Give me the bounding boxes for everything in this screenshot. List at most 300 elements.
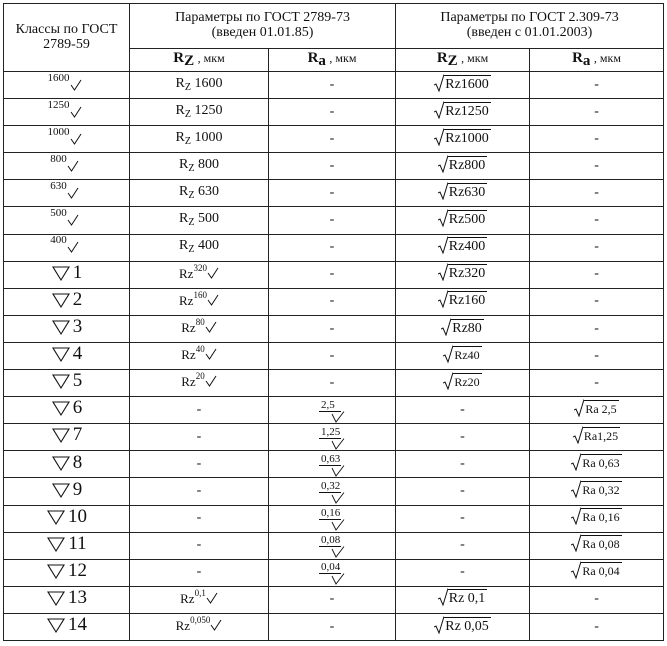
radical-sign-icon [438, 263, 448, 281]
radical-sign-icon [438, 209, 448, 227]
class-triangle-mark [51, 453, 83, 473]
cell-rz-old [130, 72, 269, 99]
cell-ra-new [530, 478, 664, 505]
roughness-check-icon [319, 492, 345, 504]
class-triangle-mark [46, 507, 87, 527]
sqrt-notation [571, 507, 621, 525]
roughness-triangle-icon [51, 481, 71, 499]
cell-ra-new [530, 505, 664, 532]
cell-ra-old [269, 559, 396, 586]
cell-rz-new [396, 207, 530, 234]
cell-rz-old [130, 613, 269, 640]
roughness-check-icon [67, 160, 79, 172]
cell-class [4, 261, 130, 288]
table-row [4, 261, 664, 288]
cell-ra-old: - [269, 261, 396, 288]
radical-sign-icon [571, 453, 581, 471]
roughness-check-icon [70, 133, 82, 145]
rz-value: 1000 [190, 129, 223, 145]
rz-mark [181, 317, 216, 336]
roughness-triangle-icon [51, 318, 71, 336]
cell-ra-new: - [530, 370, 664, 397]
roughness-check-icon [319, 573, 345, 585]
ra-value: 1,25 [321, 425, 341, 438]
cell-ra-new [530, 451, 664, 478]
radical-sign-icon [434, 101, 444, 119]
old-class-mark [47, 71, 86, 93]
rz-value: 800 [194, 157, 219, 173]
cell-class [4, 234, 130, 261]
sqrt-notation [438, 209, 488, 227]
roughness-check-icon [67, 214, 79, 226]
table-row [4, 370, 664, 397]
rz-letter: R [175, 75, 185, 91]
cell-rz-old [130, 180, 269, 207]
header-ra-new: $R_a$ , мкм [530, 49, 664, 72]
roughness-check-icon [206, 592, 218, 604]
old-class-value: 1600 [47, 71, 70, 84]
table-row [4, 288, 664, 315]
rz-mark [181, 344, 216, 363]
sqrt-notation [434, 74, 491, 92]
table-body [4, 72, 664, 641]
rz-letter: R [179, 211, 189, 227]
header-gost-2309-73: Параметры по ГОСТ 2.309-73 (введен с 01.01.2003) [396, 4, 664, 49]
radical-sign-icon [571, 480, 581, 498]
cell-ra-old: - [269, 288, 396, 315]
class-triangle-mark [46, 588, 87, 608]
rz-sub: Z [184, 108, 191, 120]
table-row [4, 397, 664, 424]
roughness-check-icon [67, 241, 79, 253]
cell-ra-new: - [530, 261, 664, 288]
class-number: 8 [72, 451, 83, 473]
class-triangle-mark [51, 398, 83, 418]
class-triangle-mark [46, 615, 87, 635]
cell-ra-old: - [269, 126, 396, 153]
cell-rz-old [130, 234, 269, 261]
class-number: 4 [72, 343, 83, 365]
table-row [4, 315, 664, 342]
table-row [4, 99, 664, 126]
roughness-check-icon [205, 348, 217, 360]
roughness-triangle-icon [51, 454, 71, 472]
cell-ra-new: - [530, 99, 664, 126]
rz-mark [181, 371, 216, 390]
cell-class [4, 126, 130, 153]
sqrt-notation [574, 399, 618, 417]
rz-value: 1600 [190, 75, 223, 91]
rz-sup-value: 320 [193, 262, 207, 273]
old-class-mark [47, 125, 86, 147]
radical-sign-icon [443, 372, 453, 390]
rz-sub: Z [188, 190, 195, 202]
radical-sign-icon [438, 588, 448, 606]
old-class-value: 500 [50, 207, 67, 220]
roughness-triangle-icon [46, 589, 66, 607]
sqrt-notation [438, 182, 488, 200]
sqrt-radicand: Rz800 [448, 157, 486, 173]
class-number: 9 [72, 478, 83, 500]
rz-letter: R [179, 157, 189, 173]
cell-rz-new [396, 99, 530, 126]
class-number: 3 [72, 316, 83, 338]
table-row [4, 207, 664, 234]
sqrt-notation [438, 588, 488, 606]
cell-class [4, 207, 130, 234]
roughness-triangle-icon [51, 264, 71, 282]
radical-sign-icon [434, 74, 444, 92]
ra-value: 0,08 [321, 534, 341, 547]
cell-rz-new: - [396, 532, 530, 559]
rz-sup-value: 160 [193, 289, 207, 300]
rz-value: 400 [194, 238, 219, 254]
cell-ra-old: - [269, 180, 396, 207]
roughness-triangle-icon [51, 426, 71, 444]
sqrt-radicand: Rz1000 [445, 130, 489, 146]
cell-ra-new [530, 397, 664, 424]
cell-rz-old [130, 370, 269, 397]
class-triangle-mark [51, 425, 83, 445]
table-row [4, 234, 664, 261]
class-triangle-mark [51, 480, 83, 500]
class-number: 14 [68, 614, 87, 636]
sqrt-radicand: Ra 0,16 [582, 510, 620, 525]
cell-rz-old: - [130, 532, 269, 559]
cell-ra-new: - [530, 207, 664, 234]
header-classes: Классы по ГОСТ 2789-59 [4, 4, 130, 72]
roughness-check-icon [319, 465, 345, 477]
rz-prefix: Rz [179, 292, 194, 308]
cell-rz-old [130, 315, 269, 342]
radical-sign-icon [438, 290, 448, 308]
roughness-triangle-icon [46, 562, 66, 580]
sqrt-radicand: Rz80 [452, 320, 482, 336]
cell-rz-new [396, 613, 530, 640]
rz-mark [179, 262, 219, 281]
cell-ra-new: - [530, 288, 664, 315]
ra-mark [319, 535, 345, 558]
class-number: 6 [72, 397, 83, 419]
radical-sign-icon [571, 507, 581, 525]
cell-ra-new: - [530, 586, 664, 613]
rz-sub: Z [184, 135, 191, 147]
sqrt-radicand: Rz630 [448, 185, 486, 201]
table-row [4, 559, 664, 586]
ra-mark [319, 481, 345, 504]
rz-sup-value: 0,050 [190, 615, 211, 626]
cell-rz-old [130, 261, 269, 288]
cell-ra-old [269, 424, 396, 451]
rz-prefix: Rz [180, 590, 195, 606]
cell-class [4, 586, 130, 613]
cell-ra-new: - [530, 234, 664, 261]
sqrt-radicand: Rz 0,1 [448, 591, 486, 607]
cell-rz-new: - [396, 397, 530, 424]
cell-rz-new [396, 234, 530, 261]
sqrt-notation [438, 263, 488, 281]
cell-rz-old: - [130, 397, 269, 424]
sqrt-notation [443, 345, 481, 363]
class-number: 2 [72, 288, 83, 310]
cell-rz-new: - [396, 424, 530, 451]
sqrt-radicand: Rz20 [454, 374, 480, 389]
header-rz-old: $R_Z$ , мкм [130, 49, 269, 72]
roughness-triangle-icon [46, 535, 66, 553]
ra-value: 0,63 [321, 452, 341, 465]
cell-rz-new [396, 586, 530, 613]
roughness-check-icon [210, 619, 222, 631]
roughness-check-icon [207, 294, 219, 306]
cell-rz-old: - [130, 451, 269, 478]
table-row [4, 613, 664, 640]
cell-rz-new: - [396, 505, 530, 532]
cell-ra-new: - [530, 126, 664, 153]
old-class-mark [50, 180, 83, 201]
ra-mark [319, 400, 345, 423]
rz-prefix: Rz [175, 618, 191, 634]
old-class-mark [50, 207, 83, 228]
rz-sup-value: 0,1 [194, 587, 206, 598]
rz-sup-value: 20 [195, 371, 205, 382]
cell-rz-old: - [130, 559, 269, 586]
cell-class [4, 451, 130, 478]
rz-sup-value: 80 [195, 317, 205, 328]
sqrt-radicand: Rz 0,05 [445, 618, 489, 634]
radical-sign-icon [434, 128, 444, 146]
cell-ra-old: - [269, 99, 396, 126]
cell-ra-old: - [269, 586, 396, 613]
sqrt-notation [441, 318, 484, 336]
sqrt-notation [438, 290, 488, 308]
rz-prefix: Rz [181, 374, 196, 390]
cell-rz-new: - [396, 451, 530, 478]
rz-sub: Z [188, 163, 195, 175]
cell-rz-old: - [130, 478, 269, 505]
cell-ra-old: - [269, 153, 396, 180]
cell-class [4, 153, 130, 180]
class-triangle-mark [51, 344, 83, 364]
cell-rz-new [396, 342, 530, 369]
sqrt-notation [434, 128, 491, 146]
roughness-table [3, 3, 664, 641]
class-number: 11 [68, 532, 87, 554]
rz-mark [180, 587, 218, 606]
cell-ra-old [269, 532, 396, 559]
cell-rz-new: - [396, 478, 530, 505]
class-number: 10 [68, 505, 87, 527]
roughness-triangle-icon [51, 291, 71, 309]
cell-class [4, 397, 130, 424]
radical-sign-icon [438, 155, 448, 173]
rz-mark [175, 615, 223, 634]
old-class-mark [47, 98, 86, 120]
sqrt-radicand: Ra 2,5 [585, 401, 617, 416]
cell-rz-new [396, 261, 530, 288]
roughness-check-icon [319, 519, 345, 531]
roughness-check-icon [319, 411, 345, 423]
radical-sign-icon [574, 399, 584, 417]
table-row [4, 153, 664, 180]
sqrt-notation [434, 101, 491, 119]
cell-ra-old [269, 397, 396, 424]
class-number: 5 [72, 370, 83, 392]
rz-sup-value: 40 [195, 344, 205, 355]
sqrt-notation [438, 236, 488, 254]
cell-ra-old: - [269, 613, 396, 640]
cell-ra-old: - [269, 342, 396, 369]
cell-ra-new [530, 532, 664, 559]
cell-class [4, 99, 130, 126]
class-triangle-mark [51, 290, 83, 310]
cell-rz-old [130, 99, 269, 126]
sqrt-radicand: Rz320 [448, 266, 486, 282]
table-row [4, 180, 664, 207]
cell-ra-new: - [530, 613, 664, 640]
cell-ra-old: - [269, 234, 396, 261]
roughness-triangle-icon [46, 508, 66, 526]
cell-ra-new: - [530, 180, 664, 207]
radical-sign-icon [573, 426, 583, 444]
table-row [4, 126, 664, 153]
class-triangle-mark [51, 371, 83, 391]
cell-rz-old [130, 207, 269, 234]
sqrt-radicand: Rz500 [448, 212, 486, 228]
cell-rz-old: - [130, 505, 269, 532]
header-ra-old: $R_a$ , мкм [269, 49, 396, 72]
rz-prefix: Rz [181, 347, 196, 363]
cell-ra-old: - [269, 207, 396, 234]
radical-sign-icon [438, 236, 448, 254]
old-class-value: 630 [50, 180, 67, 193]
class-number: 13 [68, 587, 87, 608]
sqrt-radicand: Rz160 [448, 293, 486, 309]
old-class-value: 800 [50, 152, 67, 165]
cell-rz-old: - [130, 424, 269, 451]
table-row [4, 72, 664, 99]
old-class-mark [50, 152, 83, 174]
old-class-value: 400 [50, 234, 67, 247]
sqrt-radicand: Rz1600 [445, 76, 489, 92]
ra-value: 2,5 [321, 398, 335, 411]
radical-sign-icon [438, 182, 448, 200]
header-rz-new: $R_Z$ , мкм [396, 49, 530, 72]
ra-mark [319, 508, 345, 531]
cell-rz-new [396, 153, 530, 180]
rz-mark [179, 289, 219, 308]
cell-ra-new [530, 559, 664, 586]
sqrt-radicand: Ra 0,08 [582, 537, 620, 552]
cell-ra-new: - [530, 342, 664, 369]
class-triangle-mark [51, 317, 83, 337]
ra-value: 0,04 [321, 561, 341, 574]
roughness-check-icon [205, 375, 217, 387]
cell-class [4, 478, 130, 505]
cell-class [4, 315, 130, 342]
rz-sub: Z [184, 81, 191, 93]
table-row [4, 478, 664, 505]
table-row [4, 342, 664, 369]
radical-sign-icon [571, 534, 581, 552]
sqrt-notation [571, 561, 621, 579]
cell-rz-new [396, 180, 530, 207]
sqrt-radicand: Ra 0,04 [582, 564, 620, 579]
class-triangle-mark [46, 534, 86, 554]
roughness-check-icon [319, 438, 345, 450]
radical-sign-icon [571, 561, 581, 579]
ra-mark [319, 454, 345, 477]
cell-ra-old [269, 451, 396, 478]
cell-rz-old [130, 586, 269, 613]
cell-ra-old [269, 478, 396, 505]
rz-prefix: Rz [179, 265, 194, 281]
header-gost-2789-73: Параметры по ГОСТ 2789-73 (введен 01.01.85) [130, 4, 396, 49]
ra-mark [319, 427, 345, 450]
sqrt-notation [438, 155, 488, 173]
class-number: 7 [72, 424, 83, 446]
cell-rz-old [130, 288, 269, 315]
ra-value: 0,16 [321, 507, 341, 520]
sqrt-radicand: Ra 0,63 [582, 456, 620, 471]
roughness-check-icon [70, 79, 82, 91]
sqrt-radicand: Ra 0,32 [582, 483, 620, 498]
rz-prefix: Rz [181, 320, 196, 336]
cell-class [4, 72, 130, 99]
roughness-triangle-icon [51, 372, 71, 390]
cell-class [4, 342, 130, 369]
roughness-check-icon [207, 267, 219, 279]
sqrt-radicand: Rz1250 [445, 103, 489, 119]
sqrt-notation [573, 426, 620, 444]
table-row [4, 424, 664, 451]
roughness-check-icon [70, 106, 82, 118]
sqrt-radicand: Rz400 [448, 239, 486, 255]
roughness-check-icon [67, 187, 79, 199]
sqrt-notation [571, 534, 621, 552]
table-row [4, 451, 664, 478]
table-row [4, 586, 664, 613]
cell-class [4, 424, 130, 451]
cell-ra-new: - [530, 153, 664, 180]
cell-ra-old [269, 505, 396, 532]
roughness-triangle-icon [46, 616, 66, 634]
roughness-check-icon [205, 321, 217, 333]
cell-ra-new: - [530, 315, 664, 342]
cell-class [4, 532, 130, 559]
rz-letter: R [179, 238, 189, 254]
rz-value: 1250 [190, 102, 223, 118]
rz-letter: R [179, 184, 189, 200]
ra-mark [319, 562, 345, 585]
cell-ra-old: - [269, 72, 396, 99]
cell-rz-old [130, 126, 269, 153]
class-number: 12 [68, 559, 87, 581]
cell-class [4, 505, 130, 532]
cell-rz-new [396, 288, 530, 315]
class-triangle-mark [46, 561, 87, 581]
roughness-triangle-icon [51, 345, 71, 363]
cell-rz-new [396, 72, 530, 99]
sqrt-notation [434, 616, 491, 634]
cell-ra-old: - [269, 315, 396, 342]
old-class-value: 1000 [47, 125, 70, 138]
ra-value: 0,32 [321, 479, 341, 492]
cell-rz-new: - [396, 559, 530, 586]
cell-ra-old: - [269, 370, 396, 397]
cell-class [4, 180, 130, 207]
rz-value: 630 [194, 184, 219, 200]
class-number: 1 [72, 261, 83, 283]
